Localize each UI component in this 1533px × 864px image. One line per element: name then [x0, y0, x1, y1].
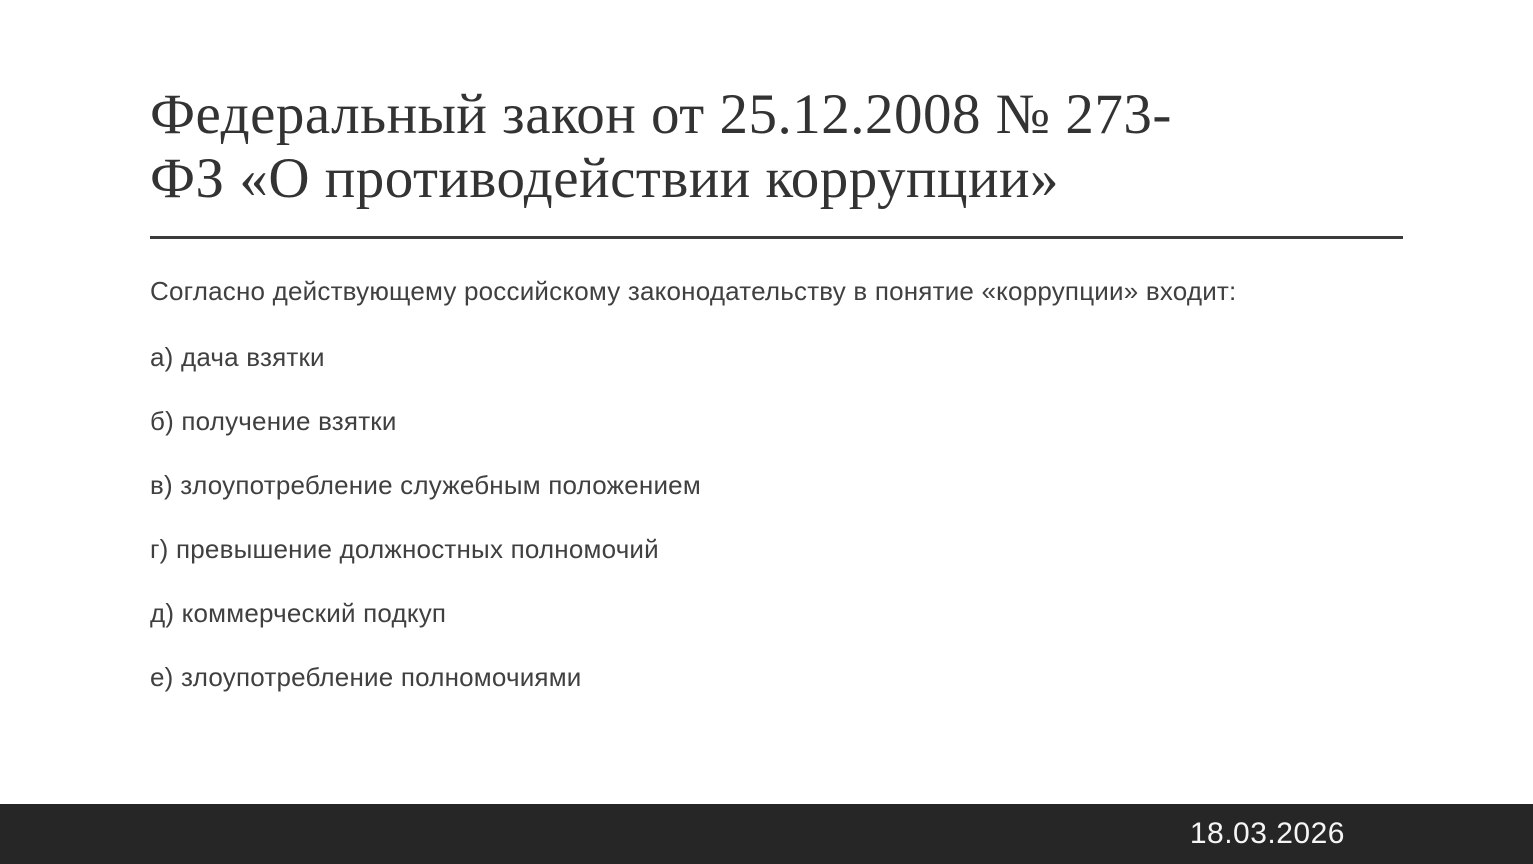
title-divider [150, 236, 1403, 239]
list-item-g: г) превышение должностных полномочий [150, 534, 659, 564]
footer-bar [0, 804, 1533, 864]
list-item-b: б) получение взятки [150, 406, 397, 436]
slide-date: 18.03.2026 [1189, 817, 1345, 850]
list-item-e: е) злоупотребление полномочиями [150, 662, 582, 692]
list-item-v: в) злоупотребление служебным положением [150, 470, 701, 500]
list-item-d: д) коммерческий подкуп [150, 598, 447, 628]
list-item-a: а) дача взятки [150, 342, 325, 372]
slide-title [150, 83, 1450, 211]
slide-title-line-1: Федеральный закон от 25.12.2008 № 273- [150, 83, 1172, 146]
intro-text: Согласно действующему российскому законодательству в понятие «коррупции» входит: [150, 276, 1237, 306]
slide-body [150, 278, 1410, 728]
slide-title-line-2: ФЗ «О противодействии коррупции» [150, 147, 1060, 210]
